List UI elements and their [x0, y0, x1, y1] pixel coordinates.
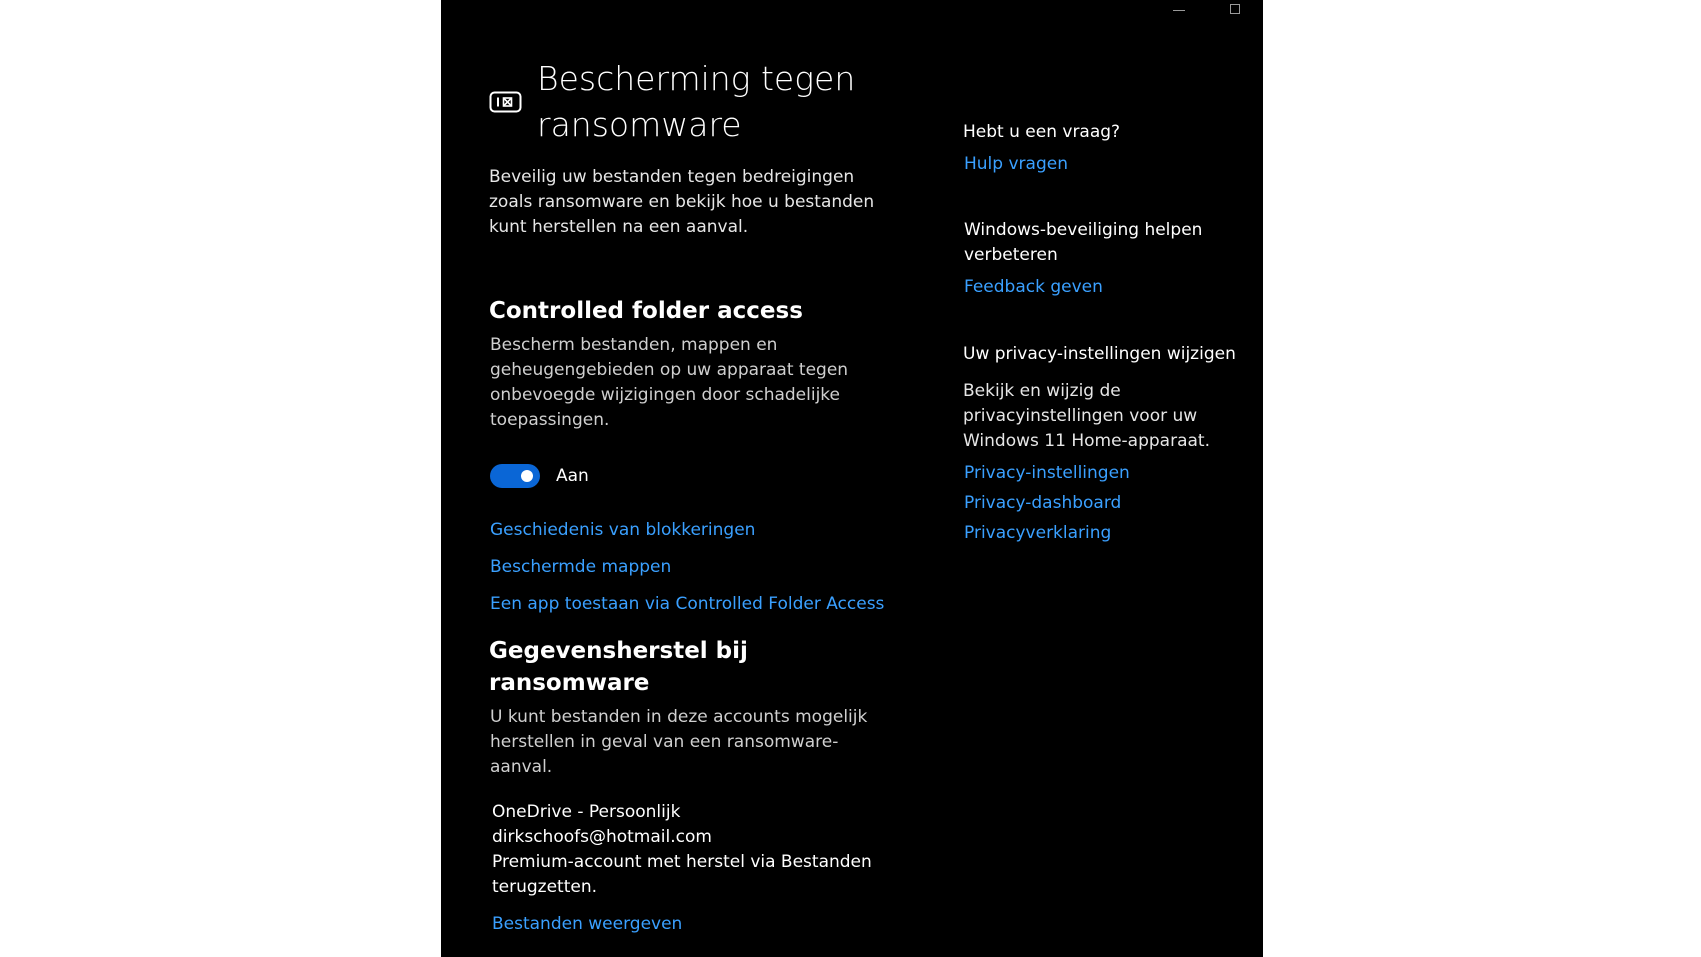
allow-app-link[interactable]: Een app toestaan via Controlled Folder Access — [490, 594, 885, 614]
privacy-statement-link[interactable]: Privacyverklaring — [964, 523, 1112, 543]
minimize-icon[interactable] — [1151, 0, 1207, 22]
toggle-knob — [521, 470, 533, 482]
account-type: Premium-account met herstel via Bestanden terugzetten. — [492, 852, 872, 897]
give-feedback-link[interactable]: Feedback geven — [964, 277, 1103, 297]
cfa-section-title: Controlled folder access — [489, 298, 803, 324]
question-block — [963, 120, 1253, 177]
get-help-link[interactable]: Hulp vragen — [964, 154, 1068, 174]
cfa-toggle-row — [490, 464, 899, 488]
question-heading: Hebt u een vraag? — [963, 122, 1121, 142]
maximize-icon[interactable] — [1207, 0, 1263, 22]
ransomware-protection-icon — [489, 90, 522, 114]
privacy-settings-link[interactable]: Privacy-instellingen — [964, 463, 1130, 483]
account-email: dirkschoofs@hotmail.com — [492, 827, 712, 847]
block-history-link[interactable]: Geschiedenis van blokkeringen — [490, 520, 756, 540]
cfa-description: Bescherm bestanden, mappen en geheugengebieden op uw apparaat tegen onbevoegde wijzigingen door schadelijke toepassingen. — [490, 335, 849, 430]
cfa-toggle-label: Aan — [556, 466, 589, 486]
onedrive-account — [492, 800, 899, 937]
title-bar-controls — [1151, 0, 1263, 22]
page-title: Bescherming tegen ransomware — [537, 59, 856, 144]
privacy-block — [963, 342, 1253, 546]
cfa-toggle[interactable] — [490, 464, 540, 488]
privacy-heading: Uw privacy-instellingen wijzigen — [963, 344, 1236, 364]
page-header — [489, 56, 899, 148]
recovery-section-title: Gegevensherstel bij ransomware — [489, 638, 748, 696]
cfa-links — [490, 518, 899, 617]
improve-block — [963, 218, 1253, 300]
recovery-description: U kunt bestanden in deze accounts mogelijk herstellen in geval van een ransomware-aanval. — [490, 707, 868, 777]
view-files-link[interactable]: Bestanden weergeven — [492, 914, 683, 934]
sidebar — [963, 120, 1253, 551]
protected-folders-link[interactable]: Beschermde mappen — [490, 557, 672, 577]
privacy-links — [964, 461, 1253, 546]
account-name: OneDrive - Persoonlijk — [492, 802, 681, 822]
privacy-dashboard-link[interactable]: Privacy-dashboard — [964, 493, 1122, 513]
app-window — [441, 0, 1263, 957]
page-description: Beveilig uw bestanden tegen bedreigingen zoals ransomware en bekijk hoe u bestanden kunt herstellen na een aanval. — [489, 167, 875, 237]
privacy-text: Bekijk en wijzig de privacyinstellingen voor uw Windows 11 Home-apparaat. — [963, 381, 1210, 451]
main-content — [489, 56, 899, 937]
improve-heading: Windows-beveiliging helpen verbeteren — [964, 220, 1203, 265]
